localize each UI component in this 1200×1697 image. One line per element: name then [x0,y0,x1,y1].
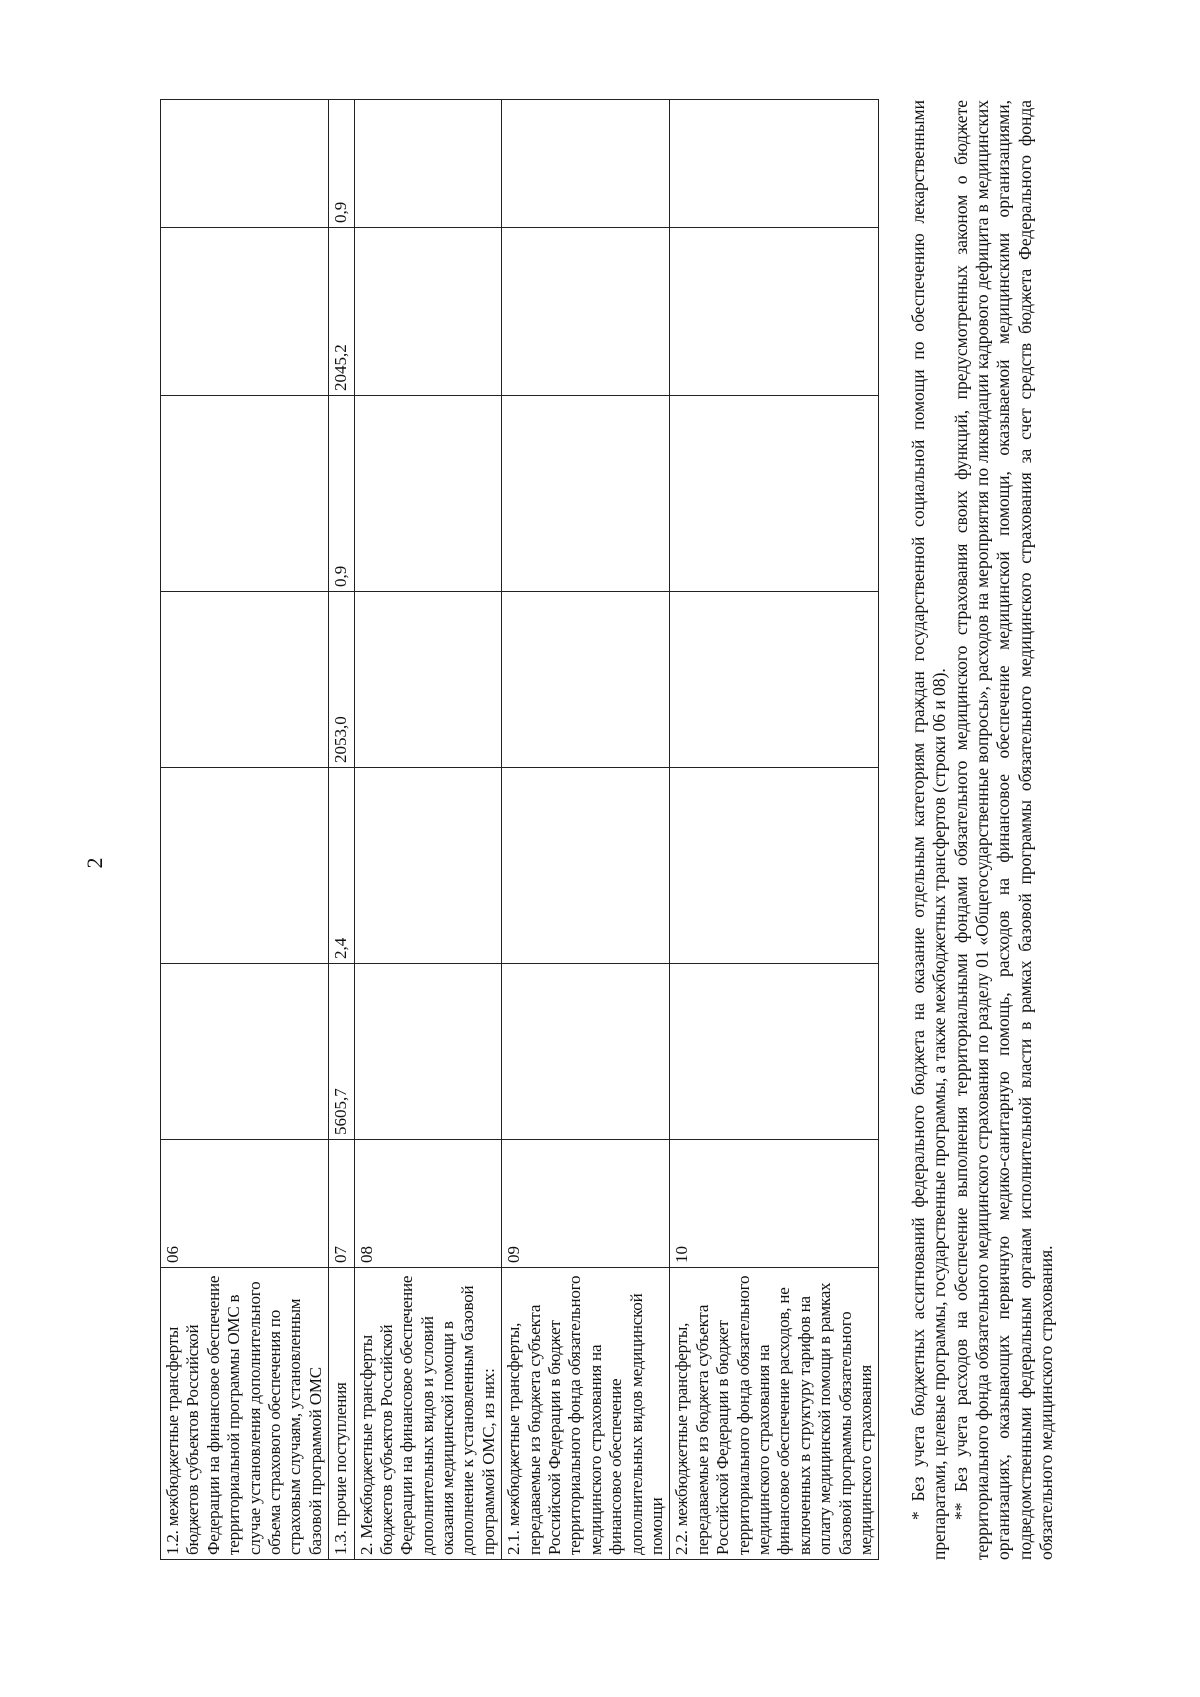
table-cell [670,964,879,1140]
table-cell [161,228,329,396]
table-cell [502,228,670,396]
table-cell [670,228,879,396]
row-code: 10 [670,1140,879,1268]
footnote-1: * Без учета бюджетных ассигнований федерального бюджета на оказание отдельным категориям граждан государственной социальной помощи по обеспечению лекарственными препаратами, целевые программы, государственные программы, а также межбюджетных трансфертов (строки 06 и 08). [908,100,950,1560]
table-cell [354,396,502,592]
table-cell: 2045,2 [329,228,354,396]
row-label: 1.2. межбюджетные трансферты бюджетов субъектов Российской Федерации на финансовое обеспечение территориальной программы ОМС в случае установления дополнительного объема страхового обеспечения по страховым случаям, установленным базовой программой ОМС [161,1268,329,1560]
table-row [354,100,502,1560]
row-label: 2. Межбюджетные трансферты бюджетов субъектов Российской Федерации на финансовое обеспечение дополнительных видов и условий оказания медицинской помощи в дополнение к установленным базовой программой ОМС, из них: [354,1268,502,1560]
table-cell [161,100,329,228]
table-row [329,100,354,1560]
table-row [670,100,879,1560]
table-cell [161,592,329,768]
table-cell: 0,9 [329,100,354,228]
table-cell [161,768,329,964]
footnote-2: ** Без учета расходов на обеспечение выполнения территориальными фондами обязательного медицинского страхования своих функций, предусмотренных законом о бюджете территориального фонда обязательного медицинского страхования по разделу 01 «Общегосударственные вопросы», расходов на мероприятия по ликвидации кадрового дефицита в медицинских организациях, оказывающих первичную медико-санитарную помощь, расходов на финансовое обеспечение медицинской помощи, оказываемой медицинскими организациями, подведомственными федеральным органам исполнительной власти в рамках базовой программы обязательного медицинского страхования за счет средств бюджета Федерального фонда обязательного медицинского страхования. [950,100,1057,1560]
table-cell [502,768,670,964]
row-code: 06 [161,1140,329,1268]
table-cell [502,100,670,228]
table-row [502,100,670,1560]
table-cell [354,768,502,964]
table-cell [502,592,670,768]
row-code: 09 [502,1140,670,1268]
table-cell: 2,4 [329,768,354,964]
row-code: 08 [354,1140,502,1268]
table-cell [670,100,879,228]
table-cell: 5605,7 [329,964,354,1140]
row-label: 1.3. прочие поступления [329,1268,354,1560]
budget-table [160,99,879,1560]
table-cell [670,592,879,768]
page-number: 2 [82,857,107,869]
table-cell: 2053,0 [329,592,354,768]
row-label: 2.1. межбюджетные трансферты, передаваемые из бюджета субъекта Российской Федерации в бюджет территориального фонда обязательного медицинского страхования на финансовое обеспечение дополнительных видов медицинской помощи [502,1268,670,1560]
table-cell: 0,9 [329,396,354,592]
table-row [161,100,329,1560]
table-cell [354,100,502,228]
row-code: 07 [329,1140,354,1268]
table-cell [354,964,502,1140]
table-cell [502,964,670,1140]
footnotes [908,100,1057,1560]
table-cell [161,396,329,592]
table-cell [354,592,502,768]
row-label: 2.2. межбюджетные трансферты, передаваемые из бюджета субъекта Российской Федерации в бюджет территориального фонда обязательного медицинского страхования на финансовое обеспечение расходов, не включенных в структуру тарифов на оплату медицинской помощи в рамках базовой программы обязательного медицинского страхования [670,1268,879,1560]
table-cell [354,228,502,396]
table-cell [670,396,879,592]
rotated-page-content [160,100,1080,1560]
table-cell [502,396,670,592]
table-cell [670,768,879,964]
table-cell [161,964,329,1140]
